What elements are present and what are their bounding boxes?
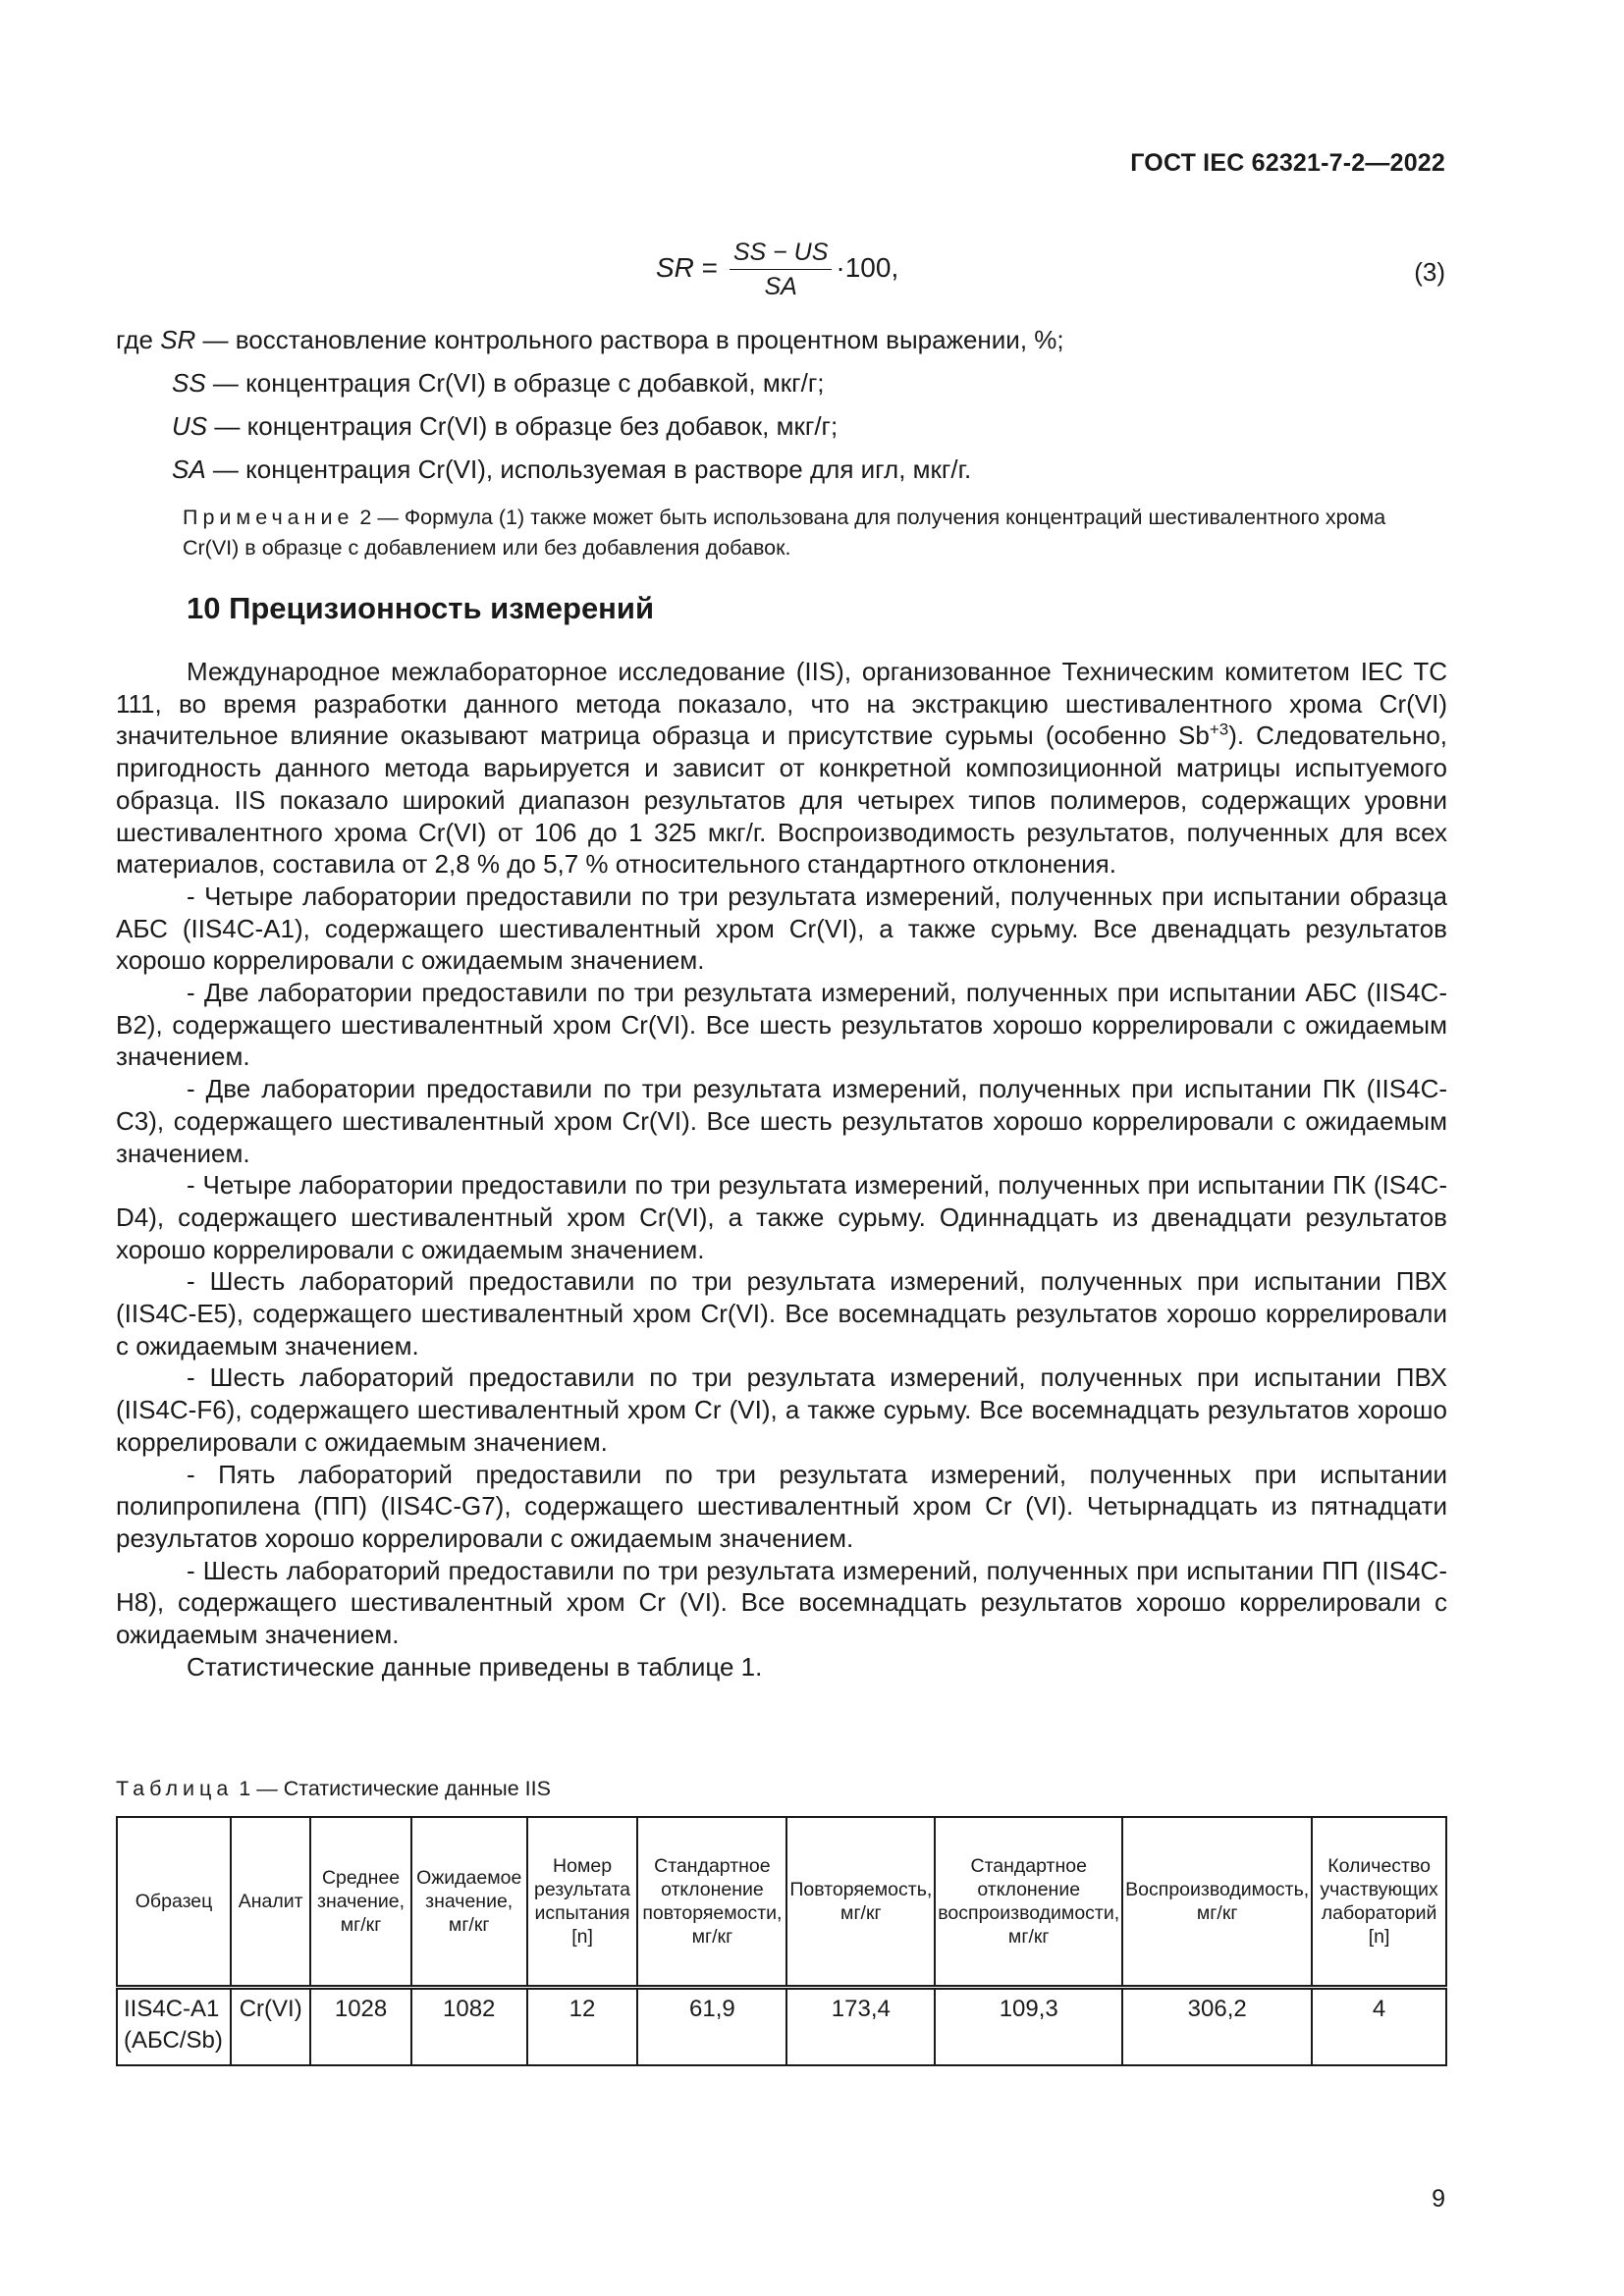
paragraph: - Четыре лаборатории предоставили по три результата измерений, полученных при испытании образца АБС (IIS4C-A1), содержащего шестивалентный хром Cr(VI), а также сурьму. Все двенадцать результатов хорошо коррелировали с ожидаемым значением. [116,881,1447,976]
paragraph: - Пять лабораторий предоставили по три результата измерений, полученных при испытании полипропилена (ПП) (IIS4C-G7), содержащего шестивалентный хром Cr (VI). Четырнадцать из пятнадцати результатов хорошо коррелировали с ожидаемым значением. [116,1459,1447,1553]
table-cell: 61,9 [637,1988,786,2066]
where-symbol: US [172,411,208,441]
column-header: Воспроизводимость, мг/кг [1122,1817,1312,1988]
where-definition: — концентрация Cr(VI) в образце без добавок, мкг/г; [207,411,839,441]
paragraph-intro-part: ). Следовательно, пригодность данного метода варьируется и зависит от конкретной композиционной матрицы испытуемого образца. IIS показало широкий диапазон результатов для четырех типов полимеров, содержащих уровни шестивалентного хрома Cr(VI) от 106 до 1 325 мкг/г. Воспроизводимость результатов, полученных для всех материалов, составила от 2,8 % до 5,7 % относительного стандартного отклонения. [116,721,1448,880]
where-symbol: SS [172,368,206,398]
table-cell: 173,4 [786,1988,935,2066]
paragraph-intro [116,656,1447,881]
statistics-table [116,1816,1447,2066]
where-symbol: SA [172,454,206,484]
where-lead: где [116,325,153,354]
column-header: Номер результата испытания [n] [527,1817,638,1988]
note-text: 2 — Формула (1) также может быть использована для получения концентраций шестивалентного хрома Cr(VI) в образце с добавлением или без добавления добавок. [183,506,1386,560]
paragraph: - Шесть лабораторий предоставили по три результата измерений, полученных при испытании ПВХ (IIS4C-F6), содержащего шестивалентный хром Cr (VI), а также сурьму. Все восемнадцать результатов хорошо коррелировали с ожидаемым значением. [116,1362,1447,1457]
formula-number: (3) [1414,257,1445,287]
paragraph: Статистические данные приведены в таблице 1. [187,1651,763,1682]
section-body [116,656,1447,1683]
table-cell: 4 [1312,1988,1446,2066]
where-symbol: SR [160,325,196,354]
where-line-ss [172,365,825,400]
page-number: 9 [1432,2185,1445,2213]
paragraph: - Две лаборатории предоставили по три результата измерений, полученных при испытании ПК (IIS4C-C3), содержащего шестивалентный хром Cr(VI). Все шесть результатов хорошо коррелировали с ожидаемым значением. [116,1074,1447,1168]
table-cell: 12 [527,1988,638,2066]
note-label: Примечание [183,506,354,529]
formula-equals: = [693,251,726,283]
paragraph: - Шесть лабораторий предоставили по три результата измерений, полученных при испытании ПП (IIS4C-H8), содержащего шестивалентный хром Cr (VI). Все восемнадцать результатов хорошо коррелировали с ожидаемым значением. [116,1555,1447,1650]
column-header: Ожидаемое значение, мг/кг [411,1817,527,1988]
column-header: Аналит [231,1817,310,1988]
table-cell: 109,3 [935,1988,1122,2066]
document-code: ГОСТ IEC 62321-7-2—2022 [1130,149,1445,177]
where-line-sa [172,452,971,487]
formula-numerator: SS − US [730,236,833,270]
column-header: Стандартное отклонение воспроизводимости, мг/кг [935,1817,1122,1988]
where-line-sr [116,322,1064,357]
column-header: Образец [117,1817,231,1988]
paragraph: - Четыре лаборатории предоставили по три результата измерений, полученных при испытании ПК (IS4C-D4), содержащего шестивалентный хром Cr(VI), а также сурьму. Одиннадцать из двенадцати результатов хорошо коррелировали с ожидаемым значением. [116,1170,1447,1264]
superscript-charge: +3 [1209,720,1229,739]
where-line-us [172,408,838,444]
paragraph: - Шесть лабораторий предоставили по три результата измерений, полученных при испытании ПВХ (IIS4C-E5), содержащего шестивалентный хром Cr(VI). Все восемнадцать результатов хорошо коррелировали с ожидаемым значением. [116,1266,1447,1361]
formula-lhs: SR [656,251,694,283]
paragraph-intro-part: Международное межлабораторное исследование (IIS), организованное Техническим комитетом IEC TC 111, во время разработки данного метода показало, что на экстракцию шестивалентного хрома Cr(VI) значительное влияние оказывают матрица образца и присутствие сурьмы (особенно Sb [116,657,1447,751]
table-title: 1 — Статистические данные IIS [233,1777,551,1800]
table-row [117,1988,1446,2066]
table-cell: Cr(VI) [231,1988,310,2066]
formula-denominator: SA [764,273,797,300]
where-definition: — восстановление контрольного раствора в процентном выражении, %; [195,325,1064,354]
column-header: Стандартное отклонение повторяемости, мг/кг [637,1817,786,1988]
table-header-row [117,1817,1446,1988]
column-header: Среднее значение, мг/кг [310,1817,410,1988]
table-label: Таблица [116,1777,234,1800]
table-cell: 1028 [310,1988,410,2066]
table-cell: IIS4C-A1 (АБС/Sb) [117,1988,231,2066]
note [183,503,1447,563]
formula-fraction [730,236,833,303]
column-header: Количество участвующих лабораторий [n] [1312,1817,1446,1988]
paragraph: - Две лаборатории предоставили по три результата измерений, полученных при испытании АБС (IIS4C-B2), содержащего шестивалентный хром Cr(VI). Все шесть результатов хорошо коррелировали с ожидаемым значением. [116,978,1447,1072]
table-cell: 1082 [411,1988,527,2066]
section-title: 10 Прецизионность измерений [187,591,655,625]
formula-multiplier: ·100, [836,251,899,283]
column-header: Повторяемость, мг/кг [786,1817,935,1988]
table-caption [116,1777,551,1801]
where-definition: — концентрация Cr(VI), используемая в растворе для игл, мкг/г. [205,454,972,484]
where-definition: — концентрация Cr(VI) в образце с добавкой, мкг/г; [205,368,825,398]
formula [656,236,898,303]
table-cell: 306,2 [1122,1988,1312,2066]
